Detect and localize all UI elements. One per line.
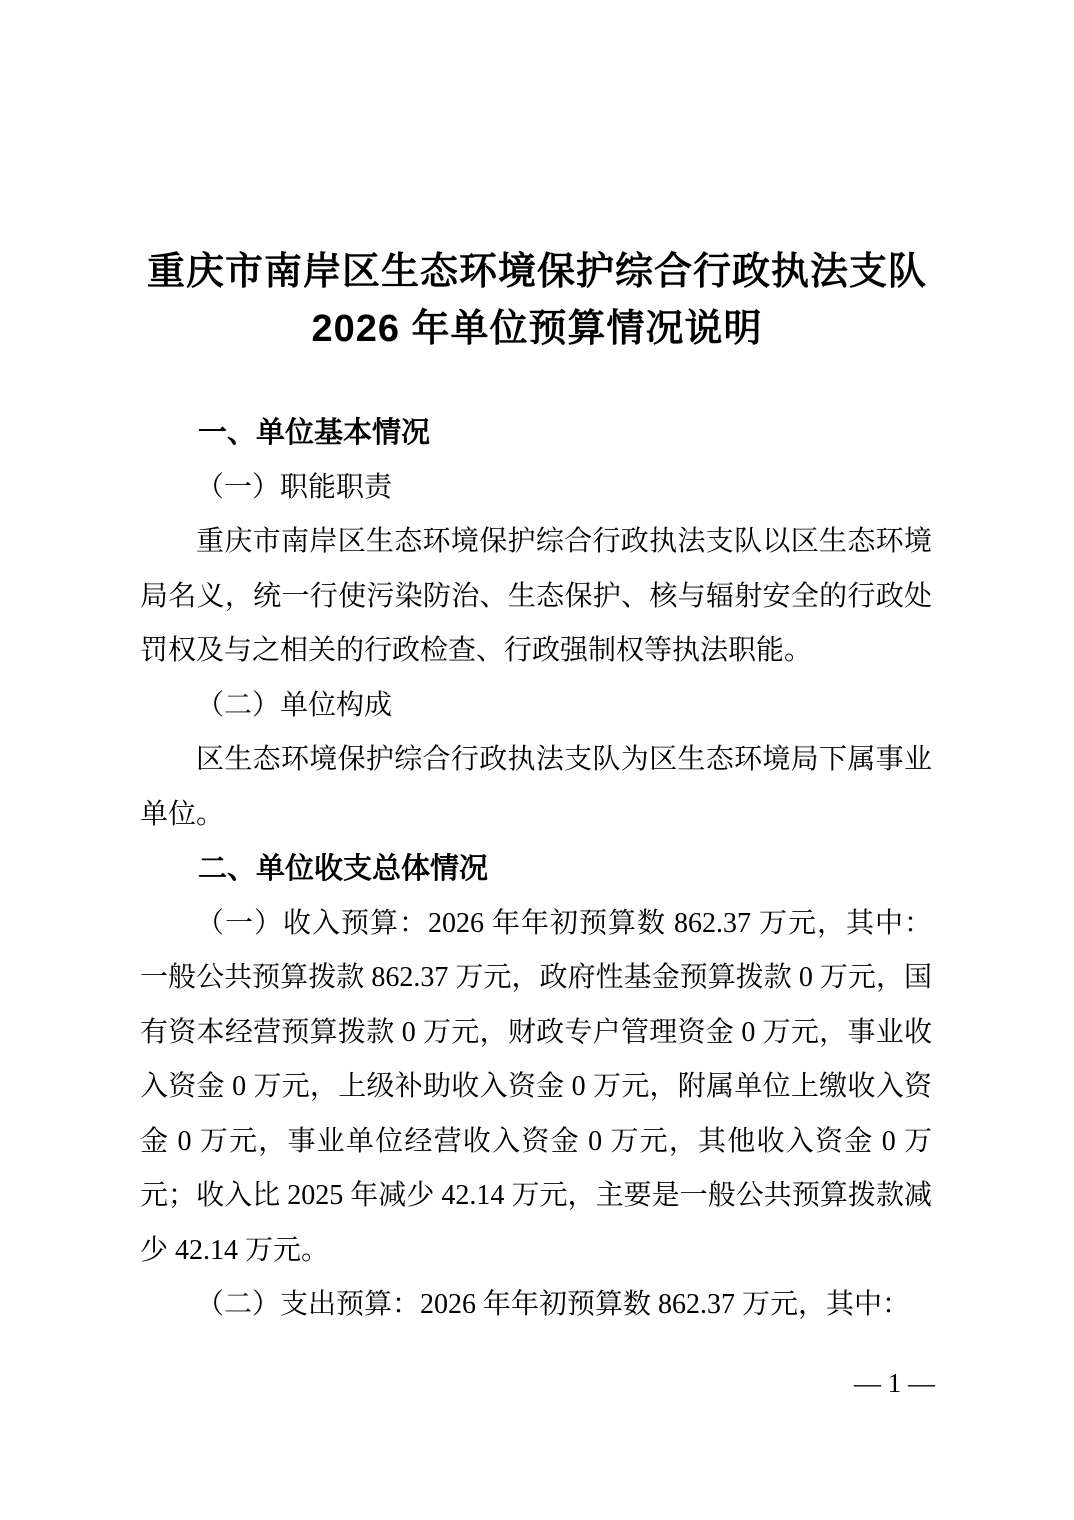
- paragraph-duties: 重庆市南岸区生态环境保护综合行政执法支队以区生态环境局名义，统一行使污染防治、生态保护、核与辐射安全的行政处罚权及与之相关的行政检查、行政强制权等执法职能。: [140, 526, 932, 666]
- subheading-unit-composition: （二）单位构成: [196, 689, 393, 721]
- paragraph-expenditure-budget: （二）支出预算：2026 年年初预算数 862.37 万元，其中：: [196, 1289, 911, 1320]
- document-title-line-1: 重庆市南岸区生态环境保护综合行政执法支队: [146, 251, 927, 293]
- page-number: — 1 —: [854, 1368, 935, 1398]
- document-title-line-2: 2026 年单位预算情况说明: [311, 308, 763, 350]
- section-heading-income-expenditure-overview: 二、单位收支总体情况: [198, 853, 489, 885]
- paragraph-income-budget: （一）收入预算：2026 年年初预算数 862.37 万元，其中：一般公共预算拨款 862.37 万元，政府性基金预算拨款 0 万元，国有资本经营预算拨款 0 万元，财政专户管理资金 0 万元，事业收入资金 0 万元，上级补助收入资金 0 万元，附属单位上缴收入资金 0 万元，事业单位经营收入资金 0 万元，其他收入资金 0 万元；收入比 2025 年减少 42.14 万元，主要是一般公共预算拨款减少 42.14 万元。: [140, 907, 932, 1266]
- paragraph-unit-composition: 区生态环境保护综合行政执法支队为区生态环境局下属事业单位。: [140, 744, 932, 830]
- document-title: [134, 244, 940, 358]
- section-heading-basic-situation: 一、单位基本情况: [198, 417, 431, 449]
- document-body: [140, 406, 932, 1333]
- subheading-duties: （一）职能职责: [196, 471, 393, 503]
